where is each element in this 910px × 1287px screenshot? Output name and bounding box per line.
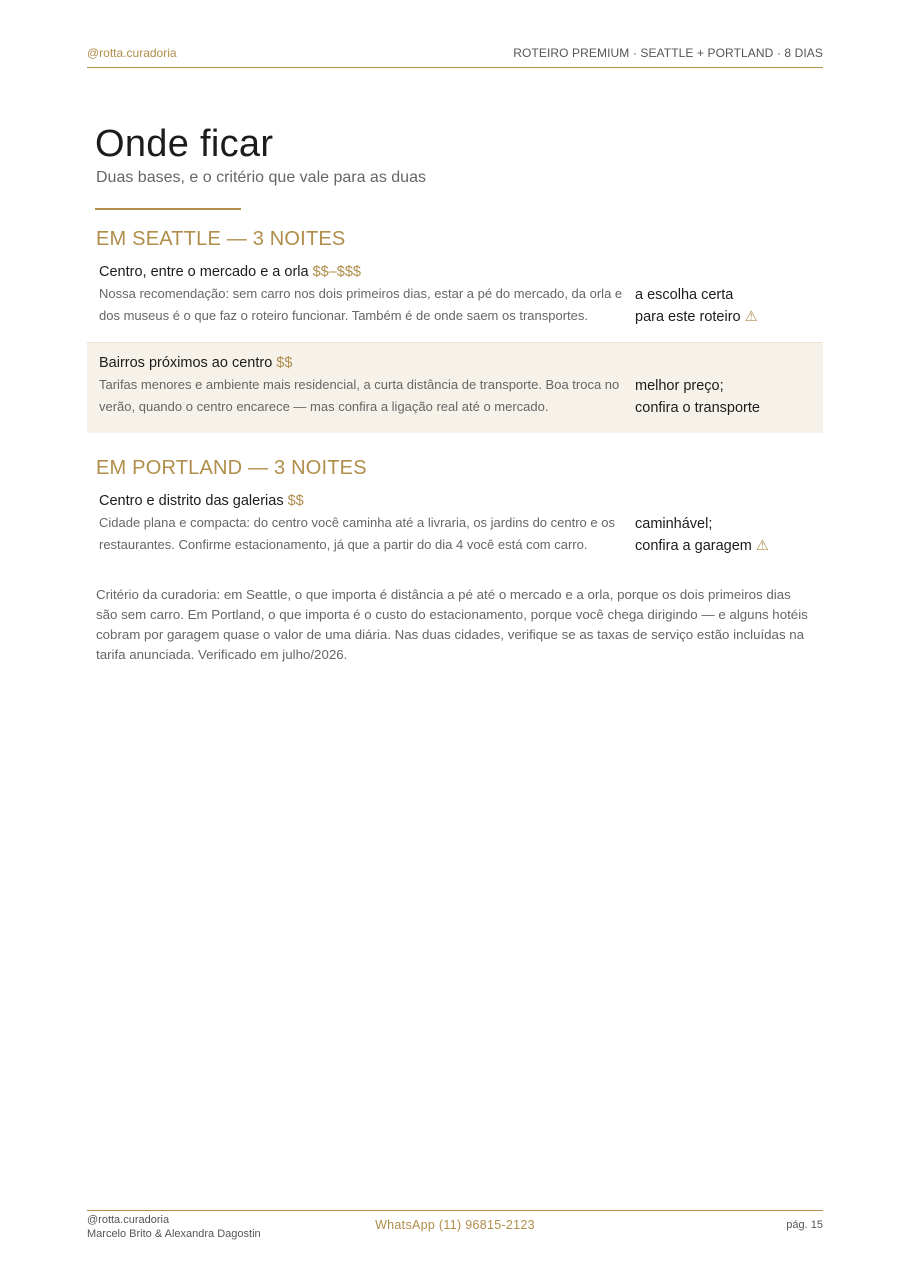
option-name-text: Centro e distrito das galerias — [99, 493, 284, 509]
option-note — [635, 491, 769, 557]
option-name-text: Bairros próximos ao centro — [99, 355, 273, 371]
option-note — [635, 262, 758, 328]
option-description: Tarifas menores e ambiente mais residencial, a curta distância de transporte. Boa troca no verão, quando o centro encarece — mas confira a ligação real até o mercado. — [99, 377, 620, 414]
price-badge: $$–$$$ — [312, 264, 361, 280]
section-heading-portland: EM PORTLAND — 3 NOITES — [96, 457, 367, 479]
option-note-line: caminhável; — [635, 516, 713, 532]
option-description: Nossa recomendação: sem carro nos dois primeiros dias, estar a pé do mercado, da orla e dos museus é o que faz o roteiro funcionar. Também é de onde saem os transportes. — [99, 286, 623, 323]
option-name-text: Centro, entre o mercado e a orla — [99, 264, 309, 280]
option-note-text: para este roteiro — [635, 308, 741, 325]
page-footer — [87, 1210, 823, 1244]
option-note — [635, 353, 760, 419]
option-main — [99, 262, 623, 328]
footer-whatsapp: WhatsApp (11) 96815-2123 — [375, 1218, 535, 1232]
footer-brand: @rotta.curadoria — [87, 1214, 170, 1226]
section-heading-seattle: EM SEATTLE — 3 NOITES — [96, 228, 346, 250]
curation-criteria-note: Critério da curadoria: em Seattle, o que importa é distância a pé até o mercado e a orla, porque os dois primeiros dias são sem carro. Em Portland, o que importa é o custo do estacionamento, porque você chega dirigindo — e alguns hotéis cobram por garagem quase o valor de uma diária. Nas duas cidades, verifique se as taxas de serviço estão incluídas na tarifa anunciada. Verificado em julho/2026. — [96, 587, 808, 662]
page-subtitle: Duas bases, e o critério que vale para as duas — [96, 169, 426, 186]
option-note-line: confira o transporte — [635, 399, 760, 416]
option-note-line: melhor preço; — [635, 378, 724, 394]
price-badge: $$ — [287, 493, 304, 509]
option-main — [99, 491, 623, 557]
option-description: Cidade plana e compacta: do centro você caminha até a livraria, os jardins do centro e os restaurantes. Confirme estacionamento, já que a partir do dia 4 você está com carro. — [99, 515, 615, 552]
warning-icon: ⚠ — [744, 308, 758, 325]
price-badge: $$ — [276, 355, 293, 371]
header-document-title: ROTEIRO PREMIUM · SEATTLE + PORTLAND · 8 DIAS — [513, 46, 823, 60]
option-note-text: confira a garagem — [635, 537, 752, 554]
title-divider — [95, 208, 241, 210]
lodging-option-seattle-center — [87, 252, 823, 342]
footer-authors: Marcelo Brito & Alexandra Dagostin — [87, 1228, 261, 1240]
option-name — [99, 262, 623, 282]
header-brand: @rotta.curadoria — [87, 46, 177, 60]
main-content — [87, 120, 823, 665]
option-note-line — [635, 307, 758, 329]
option-main — [99, 353, 623, 419]
page-title: Onde ficar — [95, 123, 274, 165]
warning-icon: ⚠ — [755, 537, 769, 554]
lodging-option-seattle-nearby — [87, 342, 823, 433]
page-header — [87, 46, 823, 68]
option-name — [99, 353, 623, 373]
option-name — [99, 491, 623, 511]
option-note-line: a escolha certa — [635, 287, 734, 303]
option-note-line — [635, 536, 769, 558]
page-number: pág. 15 — [786, 1219, 823, 1231]
lodging-option-portland-center — [87, 481, 823, 571]
